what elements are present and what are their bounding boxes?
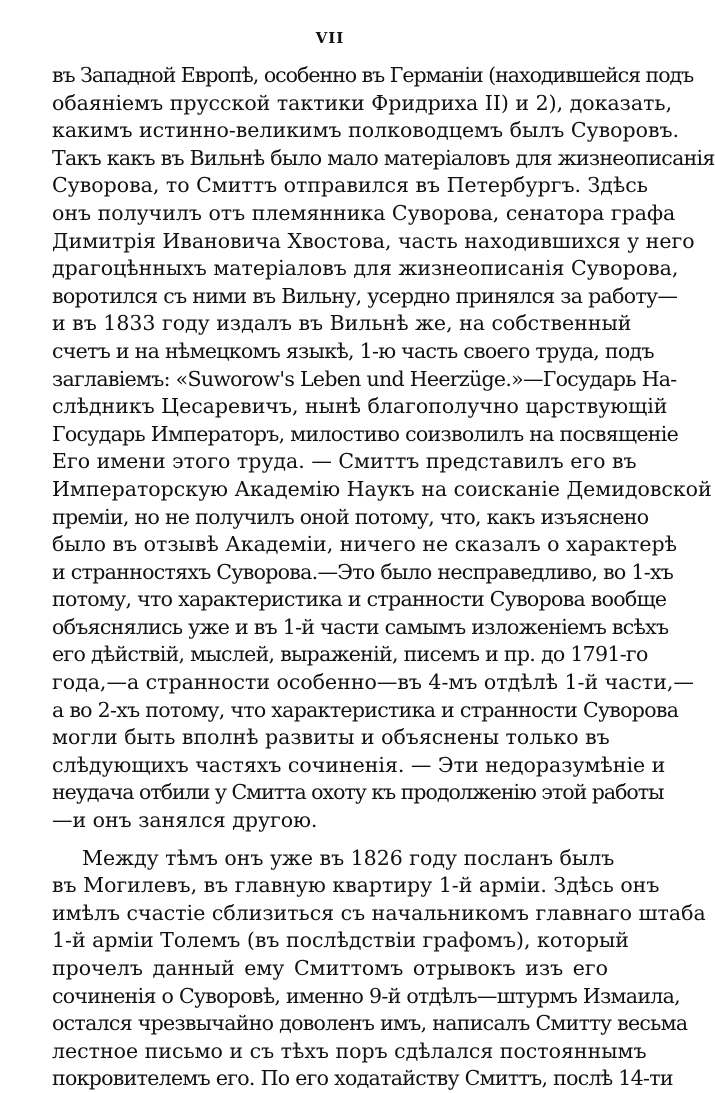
paragraph-1: [52, 62, 715, 835]
text-line: и странностяхъ Суворова.—Это было несправедливо, во 1-хъ: [52, 559, 674, 584]
text-line: лестное письмо и съ тѣхъ поръ сдѣлался постояннымъ: [52, 1038, 647, 1063]
text-line: Такъ какъ въ Вильнѣ было мало матеріаловъ для жизнеописанія: [52, 145, 715, 170]
text-line: счетъ и на нѣмецкомъ языкѣ, 1-ю часть своего труда, подъ: [52, 338, 654, 363]
text-line: объяснялись уже и въ 1-й части самымъ изложеніемъ всѣхъ: [52, 614, 669, 639]
text-line: а во 2-хъ потому, что характеристика и странности Суворова: [52, 697, 679, 722]
text-line: остался чрезвычайно доволенъ имъ, написалъ Смитту весьма: [52, 1011, 688, 1036]
text-line: въ Могилевъ, въ главную квартиру 1-й арміи. Здѣсь онъ: [52, 873, 660, 898]
text-line: въ Западной Европѣ, особенно въ Германіи (находившейся подъ: [52, 63, 694, 87]
text-line: 1-й арміи Толемъ (въ послѣдствіи графомъ), который: [52, 928, 629, 953]
text-line: года,—а странности особенно—въ 4-мъ отдѣлѣ 1-й части,—: [52, 670, 694, 695]
text-line: имѣлъ счастіе сблизиться съ начальникомъ главнаго штаба: [52, 900, 706, 925]
text-line: заглавіемъ: «Suworow's Leben und Heerzüge.»—Государь На-: [52, 366, 677, 391]
text-line: онъ получилъ отъ племянника Суворова, сенатора графа: [52, 200, 676, 225]
text-line: и въ 1833 году издалъ въ Вильнѣ же, на собственный: [52, 311, 632, 336]
text-line: воротился съ ними въ Вильну, усердно принялся за работу—: [52, 283, 678, 308]
text-line: драгоцѣнныхъ матеріаловъ для жизнеописанія Суворова,: [52, 256, 679, 281]
paragraph-2: [52, 845, 706, 1093]
text-line: Императорскую Академію Наукъ на соисканіе Демидовской: [52, 476, 712, 501]
text-line: Между тѣмъ онъ уже въ 1826 году посланъ былъ: [82, 845, 615, 870]
page-number: VII: [315, 29, 345, 47]
text-line: могли быть вполнѣ развиты и объяснены только въ: [52, 725, 610, 750]
text-line: прочелъ данный ему Смиттомъ отрывокъ изъ его: [52, 956, 608, 980]
text-line: его дѣйствій, мыслей, выраженій, писемъ и пр. до 1791-го: [52, 642, 648, 667]
text-line: неудача отбили у Смитта охоту къ продолженію этой работы: [52, 780, 664, 805]
text-line: Государь Императоръ, милостиво соизволилъ на посвященіе: [52, 421, 679, 446]
text-line: слѣдующихъ частяхъ сочиненія. — Эти недоразумѣніе и: [52, 752, 666, 777]
text-line: Его имени этого труда. — Смиттъ представилъ его въ: [52, 449, 637, 474]
text-line: преміи, но не получилъ оной потому, что, какъ изъяснено: [52, 504, 649, 529]
text-line: покровителемъ его. По его ходатайству Смиттъ, послѣ 14-ти: [52, 1066, 673, 1091]
text-line: потому, что характеристика и странности Суворова вообще: [52, 587, 667, 612]
text-line: какимъ истинно-великимъ полководцемъ былъ Суворовъ.: [52, 118, 680, 143]
text-line: сочиненія о Суворовѣ, именно 9-й отдѣлъ—штурмъ Измаила,: [52, 983, 680, 1008]
text-line: слѣдникъ Цесаревичъ, нынѣ благополучно царствующій: [52, 394, 668, 419]
text-line: обаяніемъ прусской тактики Фридриха II) и 2), доказать,: [52, 90, 673, 115]
text-line: Димитрія Ивановича Хвостова, часть находившихся у него: [52, 228, 695, 253]
text-line: —и онъ занялся другою.: [52, 808, 318, 833]
text-line: Суворова, то Смиттъ отправился въ Петербургъ. Здѣсь: [52, 173, 648, 198]
text-line: было въ отзывѣ Академіи, ничего не сказалъ о характерѣ: [52, 532, 677, 557]
